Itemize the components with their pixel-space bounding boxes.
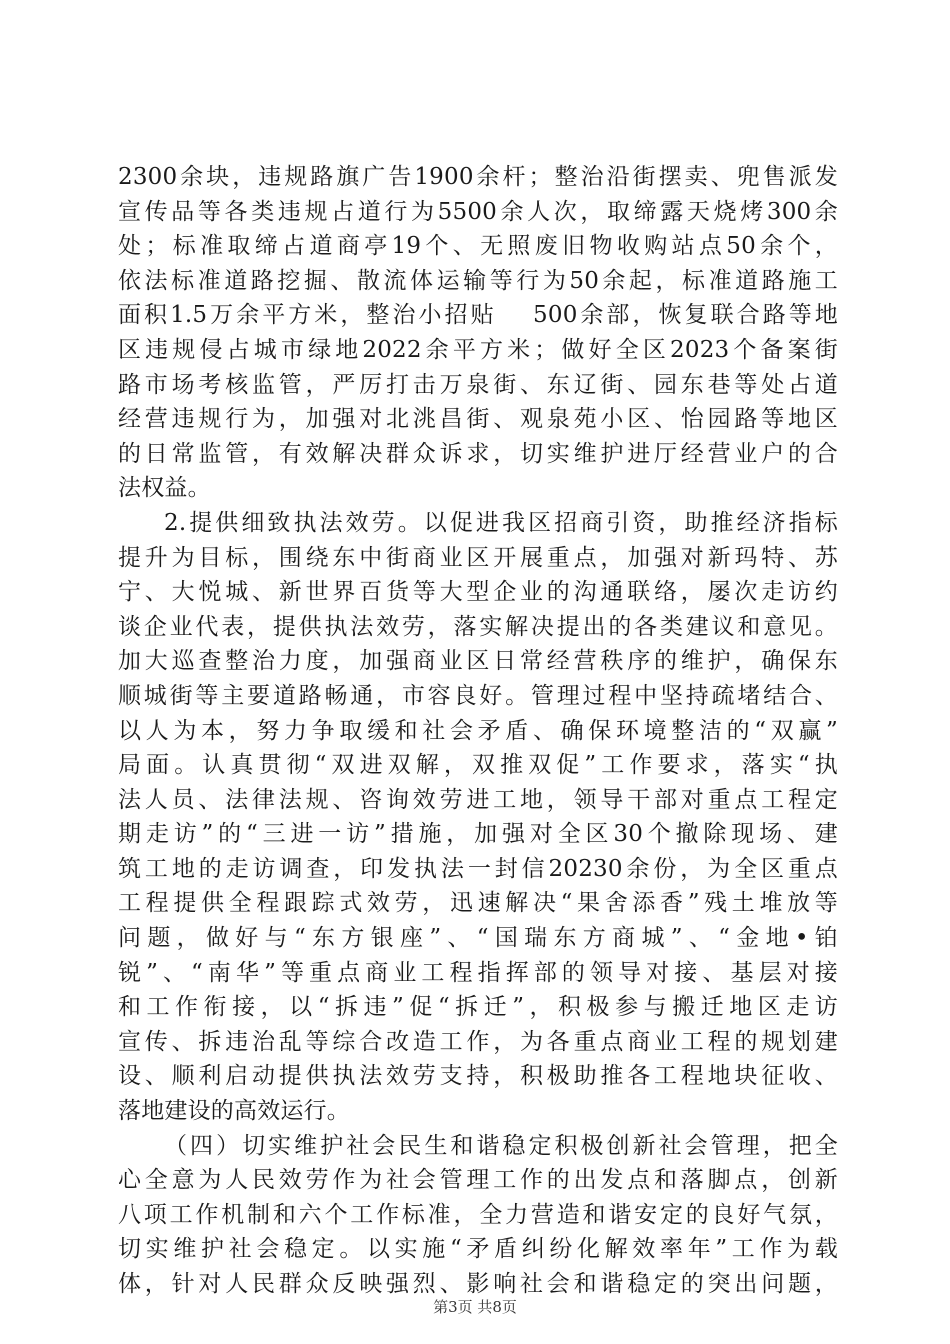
text-line: 锐”、“南华”等重点商业工程指挥部的领导对接、基层对接: [118, 959, 838, 986]
text-line: 顺城街等主要道路畅通，市容良好。管理过程中坚持疏堵结合、: [118, 682, 838, 709]
text-line: 和工作衔接，以“拆违”促“拆迁”，积极参与搬迁地区走访: [118, 994, 838, 1021]
text-line: 落地建设的高效运行。: [118, 1098, 350, 1125]
paragraph-start-line: 2.提供细致执法效劳。以促进我区招商引资，助推经济指标: [164, 509, 838, 536]
text-line: 体，针对人民群众反映强烈、影响社会和谐稳定的突出问题，: [118, 1271, 838, 1297]
text-line: 依法标准道路挖掘、散流体运输等行为50余起，标准道路施工: [118, 267, 838, 294]
document-body: [118, 160, 838, 1302]
text-line: 2300余块，违规路旗广告1900余杆；整治沿街摆卖、兜售派发: [118, 164, 838, 190]
text-line: 设、顺利启动提供执法效劳支持，积极助推各工程地块征收、: [118, 1063, 838, 1090]
text-line: 法人员、法律法规、咨询效劳进工地，领导干部对重点工程定: [118, 786, 838, 813]
text-line: 以人为本，努力争取缓和社会矛盾、确保环境整洁的“双赢”: [118, 717, 838, 744]
text-line: 经营违规行为，加强对北洮昌街、观泉苑小区、怡园路等地区: [118, 406, 838, 433]
text-line: 筑工地的走访调查，印发执法一封信20230余份，为全区重点: [118, 855, 838, 882]
page-number-footer: 第3页 共8页: [433, 1298, 517, 1316]
text-line: 加大巡查整治力度，加强商业区日常经营秩序的维护，确保东: [118, 648, 838, 675]
text-line: 切实维护社会稳定。以实施“矛盾纠纷化解效率年”工作为载: [118, 1236, 838, 1263]
text-line: 宣传、拆违治乱等综合改造工作，为各重点商业工程的规划建: [118, 1028, 838, 1055]
text-line: 八项工作机制和六个工作标准，全力营造和谐安定的良好气氛，: [118, 1201, 838, 1228]
text-line: 区违规侵占城市绿地2022余平方米；做好全区2023个备案街: [118, 336, 838, 363]
text-line: 问题，做好与“东方银座”、“国瑞东方商城”、“金地•铂: [118, 925, 838, 952]
text-line: 局面。认真贯彻“双进双解，双推双促”工作要求，落实“执: [118, 752, 838, 779]
paragraph-start-line: （四）切实维护社会民生和谐稳定积极创新社会管理，把全: [164, 1132, 838, 1159]
text-line: 宣传品等各类违规占道行为5500余人次，取缔露天烧烤300余: [118, 198, 838, 225]
text-line: 心全意为人民效劳作为社会管理工作的出发点和落脚点，创新: [118, 1167, 838, 1194]
text-line: 面积1.5万余平方米，整治小招贴 500余部，恢复联合路等地: [118, 302, 838, 329]
text-line: 法权益。: [118, 475, 211, 502]
text-line: 处；标准取缔占道商亭19个、无照废旧物收购站点50余个，: [118, 233, 838, 260]
text-line: 期走访”的“三进一访”措施，加强对全区30个撤除现场、建: [118, 821, 838, 848]
text-line: 的日常监管，有效解决群众诉求，切实维护进厅经营业户的合: [118, 440, 838, 467]
text-line: 提升为目标，围绕东中街商业区开展重点，加强对新玛特、苏: [118, 544, 838, 571]
text-line: 谈企业代表，提供执法效劳，落实解决提出的各类建议和意见。: [118, 613, 838, 640]
text-line: 宁、大悦城、新世界百货等大型企业的沟通联络，屡次走访约: [118, 579, 838, 606]
text-line: 工程提供全程跟踪式效劳，迅速解决“果舍添香”残土堆放等: [118, 890, 838, 917]
text-line: 路市场考核监管，严厉打击万泉街、东辽街、园东巷等处占道: [118, 371, 838, 398]
